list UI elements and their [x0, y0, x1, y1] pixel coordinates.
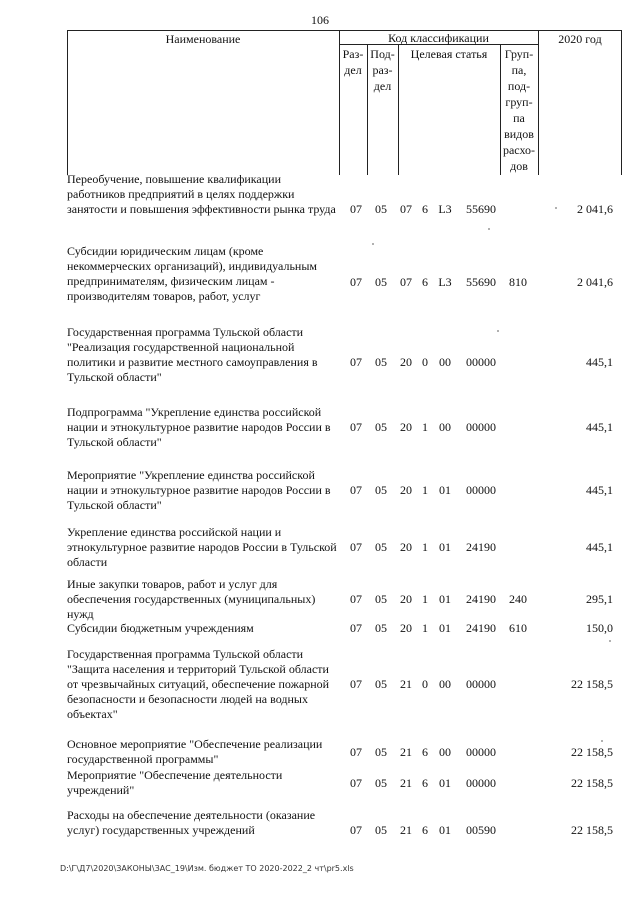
header-classification: Код классификации: [388, 31, 489, 45]
row-name: Иные закупки товаров, работ и услуг для обеспечения государственных (муниципальных) нужд: [67, 577, 316, 621]
row-code-razdel: 07: [350, 355, 362, 369]
row-code-ts3: 00: [439, 677, 451, 691]
row-code-ts2: 0: [422, 677, 428, 691]
row-amount: 150,0: [586, 621, 613, 635]
row-amount: 22 158,5: [571, 776, 613, 790]
header-subsection-line: дел: [373, 79, 392, 93]
row-code-ts1: 21: [400, 677, 412, 691]
scan-speck: [601, 740, 603, 742]
scan-speck: [555, 207, 557, 209]
row-code-ts1: 21: [400, 776, 412, 790]
header-name: Наименование: [165, 32, 241, 46]
header-expense-group-line: па,: [511, 63, 527, 77]
header-section-line: дел: [344, 63, 362, 77]
header-expense-group-line: груп-: [505, 95, 533, 109]
row-code-ts4: 55690: [466, 202, 496, 216]
row-code-podrazdel: 05: [375, 202, 387, 216]
header-subsection-line: Под-: [370, 47, 395, 61]
row-code-ts2: 1: [422, 621, 428, 635]
row-code-vr: 610: [509, 621, 527, 635]
row-name: Переобучение, повышение квалификации работников предприятий в целях поддержки занятости и повышения эффективности рынка труда: [67, 172, 336, 216]
row-amount: 22 158,5: [571, 745, 613, 759]
row-code-razdel: 07: [350, 776, 362, 790]
row-code-podrazdel: 05: [375, 275, 387, 289]
row-code-ts4: 24190: [466, 540, 496, 554]
header-year: 2020 год: [558, 32, 602, 46]
row-name: Субсидии бюджетным учреждениям: [67, 621, 254, 635]
row-code-ts3: 01: [439, 823, 451, 837]
row-code-ts4: 00000: [466, 745, 496, 759]
row-name: Субсидии юридическим лицам (кроме некоммерческих организаций), индивидуальным предпринимателям, физическим лицам - производителям товаров, работ, услуг: [67, 244, 317, 303]
row-code-podrazdel: 05: [375, 355, 387, 369]
header-expense-group-line: расхо-: [502, 143, 536, 157]
row-code-ts3: 01: [439, 540, 451, 554]
row-code-podrazdel: 05: [375, 776, 387, 790]
row-code-ts4: 24190: [466, 621, 496, 635]
row-code-podrazdel: 05: [375, 420, 387, 434]
header-target-article: Целевая статья: [410, 47, 488, 61]
row-name: Укрепление единства российской нации и этнокультурное развитие народов России в Тульской области: [67, 525, 337, 569]
scan-speck: [372, 243, 374, 245]
row-code-podrazdel: 05: [375, 540, 387, 554]
row-code-razdel: 07: [350, 275, 362, 289]
row-amount: 22 158,5: [571, 823, 613, 837]
row-name: Государственная программа Тульской области "Реализация государственной национальной политики и развитие местного самоуправления в Тульской области": [67, 325, 318, 384]
row-name: Основное мероприятие "Обеспечение реализации государственной программы": [67, 737, 323, 766]
row-amount: 445,1: [586, 540, 613, 554]
row-code-ts3: 00: [439, 745, 451, 759]
header-expense-group: [500, 46, 538, 174]
row-code-razdel: 07: [350, 621, 362, 635]
row-code-podrazdel: 05: [375, 823, 387, 837]
row-amount: 445,1: [586, 483, 613, 497]
row-code-ts4: 55690: [466, 275, 496, 289]
row-code-ts2: 6: [422, 202, 428, 216]
row-code-ts3: 01: [439, 483, 451, 497]
row-code-ts4: 00000: [466, 483, 496, 497]
row-name: Расходы на обеспечение деятельности (оказание услуг) государственных учреждений: [67, 808, 316, 837]
row-code-vr: 240: [509, 592, 527, 606]
row-code-ts3: 01: [439, 592, 451, 606]
row-code-ts2: 6: [422, 745, 428, 759]
row-code-ts4: 00000: [466, 420, 496, 434]
row-code-ts2: 1: [422, 483, 428, 497]
row-code-razdel: 07: [350, 540, 362, 554]
row-code-ts2: 1: [422, 592, 428, 606]
row-code-ts1: 20: [400, 355, 412, 369]
row-code-razdel: 07: [350, 677, 362, 691]
row-code-ts1: 21: [400, 823, 412, 837]
row-code-ts3: 01: [439, 776, 451, 790]
row-code-razdel: 07: [350, 483, 362, 497]
row-code-ts2: 0: [422, 355, 428, 369]
row-code-ts4: 00590: [466, 823, 496, 837]
header-subsection-line: раз-: [372, 63, 393, 77]
row-code-ts1: 21: [400, 745, 412, 759]
scan-speck: [488, 228, 490, 230]
row-code-ts1: 20: [400, 420, 412, 434]
row-code-podrazdel: 05: [375, 677, 387, 691]
file-path-footer: D:\Г\Д7\2020\ЗАКОНЫ\ЗАС_19\Изм. бюджет ТО 2020-2022_2 чт\pr5.xls: [60, 864, 354, 873]
header-expense-group-line: Груп-: [504, 47, 534, 61]
header-expense-group-line: па: [513, 111, 525, 125]
row-code-ts4: 00000: [466, 677, 496, 691]
row-code-ts3: 00: [439, 355, 451, 369]
row-code-ts1: 20: [400, 621, 412, 635]
row-code-ts1: 20: [400, 483, 412, 497]
row-code-razdel: 07: [350, 823, 362, 837]
row-code-razdel: 07: [350, 745, 362, 759]
row-amount: 295,1: [586, 592, 613, 606]
row-name: Мероприятие "Обеспечение деятельности учреждений": [67, 768, 283, 797]
row-amount: 2 041,6: [577, 202, 613, 216]
row-code-ts1: 20: [400, 592, 412, 606]
row-amount: 22 158,5: [571, 677, 613, 691]
row-code-ts4: 24190: [466, 592, 496, 606]
page-number: 106: [311, 13, 329, 27]
row-name: Государственная программа Тульской области "Защита населения и территорий Тульской области от чрезвычайных ситуаций, обеспечение пожарной безопасности и безопасности людей на водных объектах": [67, 647, 330, 721]
row-amount: 2 041,6: [577, 275, 613, 289]
row-amount: 445,1: [586, 420, 613, 434]
row-code-ts2: 1: [422, 420, 428, 434]
row-code-podrazdel: 05: [375, 745, 387, 759]
row-code-podrazdel: 05: [375, 592, 387, 606]
row-code-ts4: 00000: [466, 776, 496, 790]
scan-speck: [497, 330, 499, 332]
row-code-ts2: 1: [422, 540, 428, 554]
header-expense-group-line: под-: [507, 79, 531, 93]
row-code-razdel: 07: [350, 420, 362, 434]
header-expense-group-line: видов: [504, 127, 534, 141]
row-code-ts1: 07: [400, 275, 412, 289]
row-name: Подпрограмма "Укрепление единства российской нации и этнокультурное развитие народов России в Тульской области": [67, 405, 331, 449]
header-subsection: [367, 46, 398, 94]
row-name: Мероприятие "Укрепление единства российской нации и этнокультурное развитие народов России в Тульской области": [67, 468, 331, 512]
header-section: [339, 46, 367, 78]
row-code-podrazdel: 05: [375, 483, 387, 497]
row-code-ts3: L3: [438, 275, 452, 289]
scan-speck: [609, 640, 611, 642]
row-code-razdel: 07: [350, 592, 362, 606]
row-code-podrazdel: 05: [375, 621, 387, 635]
row-code-ts3: 01: [439, 621, 451, 635]
header-expense-group-line: дов: [510, 159, 528, 173]
row-code-ts3: L3: [438, 202, 452, 216]
row-code-vr: 810: [509, 275, 527, 289]
row-code-ts2: 6: [422, 776, 428, 790]
header-section-line: Раз-: [342, 47, 364, 61]
row-code-ts1: 20: [400, 540, 412, 554]
row-amount: 445,1: [586, 355, 613, 369]
row-code-ts3: 00: [439, 420, 451, 434]
row-code-ts2: 6: [422, 275, 428, 289]
row-code-razdel: 07: [350, 202, 362, 216]
row-code-ts1: 07: [400, 202, 412, 216]
row-code-ts2: 6: [422, 823, 428, 837]
table-header: [67, 30, 622, 175]
row-code-ts4: 00000: [466, 355, 496, 369]
